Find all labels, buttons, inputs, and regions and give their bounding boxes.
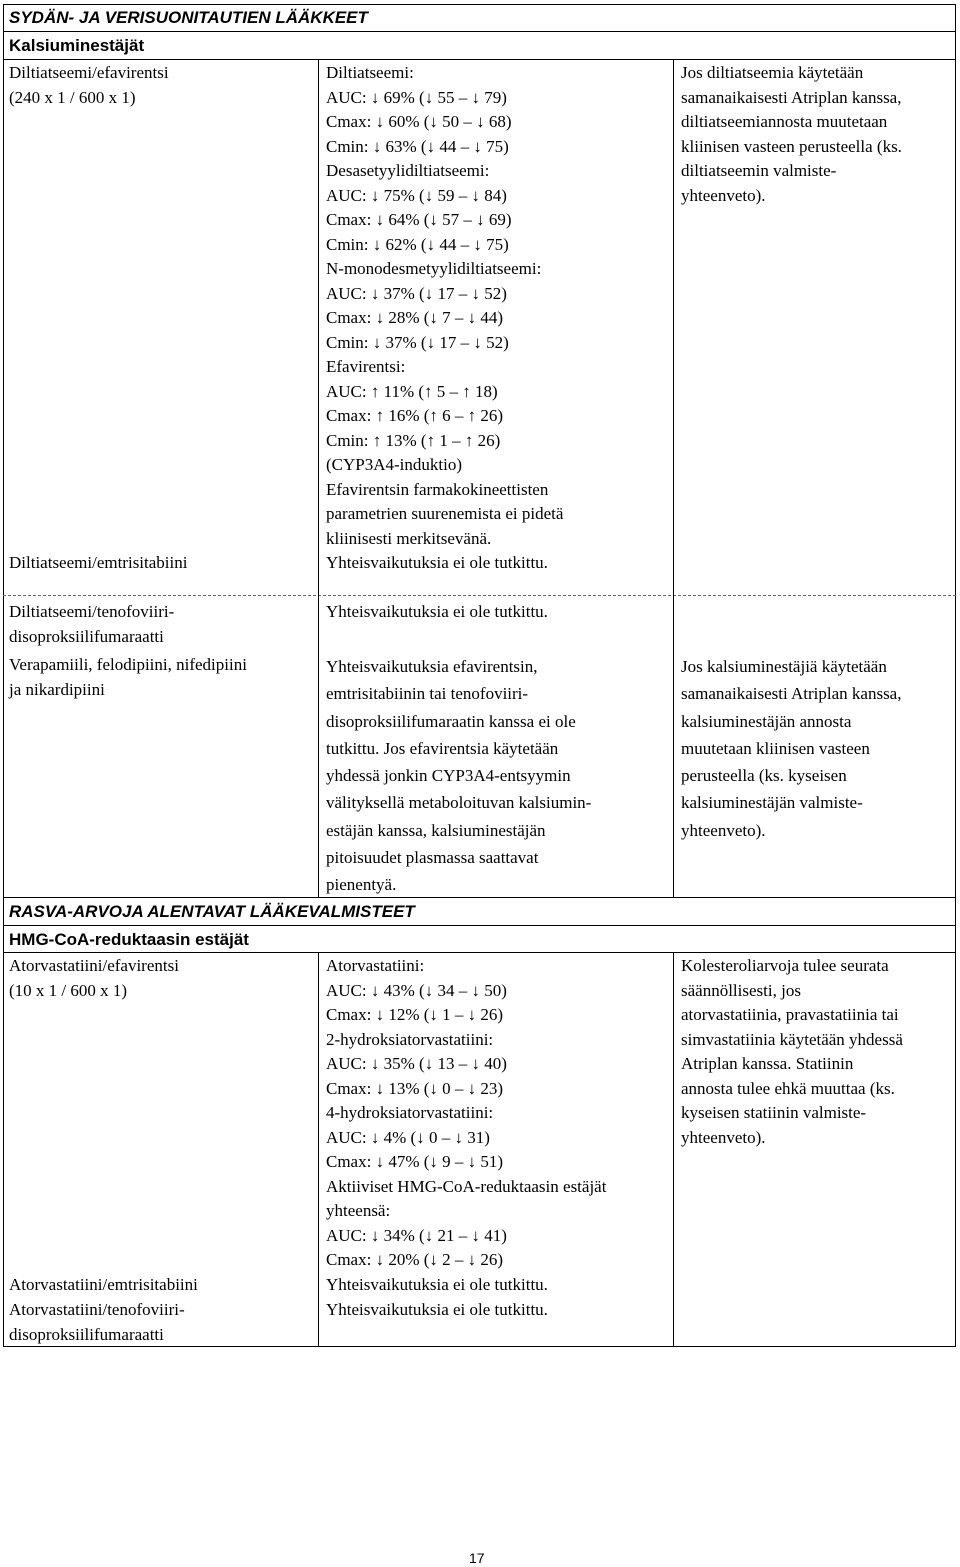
- effect-line: emtrisitabiinin tai tenofoviiri-: [326, 684, 529, 704]
- rule: [3, 31, 956, 32]
- drug-cell-diltiazem-efavirenz: [9, 61, 169, 110]
- effect-line: 4-hydroksiatorvastatiini:: [326, 1103, 494, 1122]
- drug-name: Diltiatseemi/tenofoviiri-: [9, 602, 175, 621]
- effect-line: Cmax: ↓ 60% (↓ 50 – ↓ 68): [326, 112, 512, 131]
- effect-line: Diltiatseemi:: [326, 63, 414, 82]
- effect-line: yhdessä jonkin CYP3A4-entsyymin: [326, 766, 571, 786]
- effect-cell-verapamil: [326, 653, 591, 899]
- rule: [3, 595, 956, 596]
- effect-line: kliinisesti merkitsevänä.: [326, 528, 492, 548]
- effect-line: Cmax: ↓ 20% (↓ 2 – ↓ 26): [326, 1250, 504, 1269]
- effect-cell-diltiazem-efavirenz: [326, 61, 563, 551]
- effect-line: Aktiiviset HMG-CoA-reduktaasin estäjät: [326, 1176, 607, 1196]
- recommendation-line: diltiatseemiannosta muutetaan: [681, 112, 888, 131]
- recommendation-line: yhteenveto).: [681, 185, 766, 205]
- effect-line: Efavirentsin farmakokineettisten: [326, 479, 549, 499]
- column-divider: [318, 59, 319, 897]
- drug-cell-atorvastatin-efavirenz: [9, 954, 179, 1003]
- drug-name: Verapamiili, felodipiini, nifedipiini: [9, 655, 247, 674]
- effect-line: tutkittu. Jos efavirentsia käytetään: [326, 738, 559, 758]
- drug-cell-diltiazem-tenofovir: [9, 600, 174, 649]
- drug-dose: (240 x 1 / 600 x 1): [9, 87, 136, 107]
- drug-name: Diltiatseemi/efavirentsi: [9, 63, 169, 82]
- drug-cell-diltiazem-emtricitabine: Diltiatseemi/emtrisitabiini: [9, 553, 188, 572]
- effect-line: Cmax: ↓ 28% (↓ 7 – ↓ 44): [326, 308, 504, 327]
- drug-dose: (10 x 1 / 600 x 1): [9, 980, 128, 1000]
- effect-line: 2-hydroksiatorvastatiini:: [326, 1029, 494, 1049]
- effect-line: AUC: ↓ 35% (↓ 13 – ↓ 40): [326, 1054, 507, 1073]
- recommendation-line: atorvastatiinia, pravastatiinia tai: [681, 1005, 899, 1024]
- recommendation-line: samanaikaisesti Atriplan kanssa,: [681, 87, 902, 107]
- effect-cell-atorvastatin-emtricitabine: Yhteisvaikutuksia ei ole tutkittu.: [326, 1275, 548, 1294]
- recommendation-line: samanaikaisesti Atriplan kanssa,: [681, 684, 902, 704]
- effect-line: Cmin: ↓ 63% (↓ 44 – ↓ 75): [326, 136, 509, 156]
- effect-line: parametrien suurenemista ei pidetä: [326, 504, 564, 523]
- section-title-cardiovascular: SYDÄN- JA VERISUONITAUTIEN LÄÄKKEET: [9, 8, 368, 27]
- recommendation-cell-statins: [681, 954, 903, 1150]
- effect-line: Yhteisvaikutuksia efavirentsin,: [326, 657, 538, 676]
- recommendation-line: diltiatseemin valmiste-: [681, 161, 837, 180]
- recommendation-line: kalsiuminestäjän valmiste-: [681, 793, 863, 813]
- recommendation-line: perusteella (ks. kyseisen: [681, 766, 847, 786]
- recommendation-line: kyseisen statiinin valmiste-: [681, 1103, 867, 1122]
- recommendation-line: Atriplan kanssa. Statiinin: [681, 1054, 854, 1073]
- effect-line: N-monodesmetyylidiltiatseemi:: [326, 259, 542, 278]
- effect-line: Desasetyylidiltiatseemi:: [326, 161, 490, 180]
- effect-line: disoproksiilifumaraatin kanssa ei ole: [326, 711, 576, 731]
- rule: [3, 925, 956, 926]
- recommendation-line: yhteenveto).: [681, 1127, 766, 1147]
- recommendation-line: Jos diltiatseemia käytetään: [681, 63, 864, 82]
- drug-cell-verapamil: [9, 653, 247, 702]
- effect-line: AUC: ↓ 75% (↓ 59 – ↓ 84): [326, 185, 507, 205]
- effect-line: AUC: ↓ 4% (↓ 0 – ↓ 31): [326, 1127, 490, 1147]
- effect-line: AUC: ↓ 69% (↓ 55 – ↓ 79): [326, 87, 507, 107]
- drug-cell-atorvastatin-tenofovir: [9, 1298, 185, 1347]
- column-divider: [673, 59, 674, 897]
- effect-line: pienentyä.: [326, 875, 397, 895]
- drug-name: Atorvastatiini/efavirentsi: [9, 956, 179, 975]
- effect-line: Cmin: ↓ 62% (↓ 44 – ↓ 75): [326, 234, 509, 254]
- recommendation-line: simvastatiinia käytetään yhdessä: [681, 1029, 903, 1049]
- drug-name: disoproksiilifumaraatti: [9, 1324, 164, 1344]
- effect-line: Cmin: ↓ 37% (↓ 17 – ↓ 52): [326, 332, 509, 352]
- effect-line: AUC: ↑ 11% (↑ 5 – ↑ 18): [326, 381, 498, 401]
- effect-line: estäjän kanssa, kalsiuminestäjän: [326, 820, 546, 840]
- effect-line: Cmax: ↓ 47% (↓ 9 – ↓ 51): [326, 1152, 504, 1171]
- section-title-lipid-lowering: RASVA-ARVOJA ALENTAVAT LÄÄKEVALMISTEET: [9, 902, 415, 921]
- effect-line: pitoisuudet plasmassa saattavat: [326, 848, 539, 868]
- effect-cell-atorvastatin-tenofovir: Yhteisvaikutuksia ei ole tutkittu.: [326, 1300, 548, 1319]
- recommendation-line: kalsiuminestäjän annosta: [681, 711, 852, 731]
- recommendation-line: säännöllisesti, jos: [681, 980, 801, 1000]
- recommendation-cell-calcium-blockers: [681, 653, 901, 844]
- effect-line: välityksellä metaboloituvan kalsiumin-: [326, 793, 592, 813]
- effect-line: AUC: ↓ 37% (↓ 17 – ↓ 52): [326, 283, 507, 303]
- effect-line: Cmax: ↓ 64% (↓ 57 – ↓ 69): [326, 210, 512, 229]
- effect-cell-diltiazem-emtricitabine: Yhteisvaikutuksia ei ole tutkittu.: [326, 553, 548, 572]
- effect-cell-atorvastatin-efavirenz: [326, 954, 606, 1273]
- effect-line: AUC: ↓ 43% (↓ 34 – ↓ 50): [326, 980, 507, 1000]
- recommendation-line: Jos kalsiuminestäjiä käytetään: [681, 657, 887, 676]
- page-number: 17: [469, 1550, 485, 1566]
- effect-line: Cmax: ↓ 12% (↓ 1 – ↓ 26): [326, 1005, 504, 1024]
- recommendation-line: kliinisen vasteen perusteella (ks.: [681, 136, 902, 156]
- effect-line: (CYP3A4-induktio): [326, 455, 462, 474]
- drug-name: Atorvastatiini/tenofoviiri-: [9, 1300, 185, 1319]
- column-divider: [673, 952, 674, 1346]
- effect-line: Cmax: ↓ 13% (↓ 0 – ↓ 23): [326, 1078, 504, 1098]
- effect-line: Atorvastatiini:: [326, 956, 425, 975]
- section-subtitle-calcium-blockers: Kalsiuminestäjät: [9, 36, 145, 55]
- effect-line: Efavirentsi:: [326, 357, 406, 376]
- column-divider: [318, 952, 319, 1346]
- effect-line: Cmax: ↑ 16% (↑ 6 – ↑ 26): [326, 406, 504, 425]
- recommendation-cell-diltiazem: [681, 61, 902, 208]
- recommendation-line: yhteenveto).: [681, 820, 766, 840]
- drug-cell-atorvastatin-emtricitabine: Atorvastatiini/emtrisitabiini: [9, 1275, 198, 1294]
- recommendation-line: annosta tulee ehkä muuttaa (ks.: [681, 1078, 895, 1098]
- effect-line: Cmin: ↑ 13% (↑ 1 – ↑ 26): [326, 430, 501, 450]
- effect-cell-diltiazem-tenofovir: Yhteisvaikutuksia ei ole tutkittu.: [326, 602, 548, 621]
- effect-line: AUC: ↓ 34% (↓ 21 – ↓ 41): [326, 1225, 507, 1245]
- rule: [3, 59, 956, 60]
- section-subtitle-statins: HMG-CoA-reduktaasin estäjät: [9, 930, 249, 949]
- recommendation-line: muutetaan kliinisen vasteen: [681, 738, 870, 758]
- drug-name: ja nikardipiini: [9, 679, 105, 699]
- effect-line: yhteensä:: [326, 1201, 391, 1220]
- drug-name: disoproksiilifumaraatti: [9, 626, 164, 646]
- recommendation-line: Kolesteroliarvoja tulee seurata: [681, 956, 889, 975]
